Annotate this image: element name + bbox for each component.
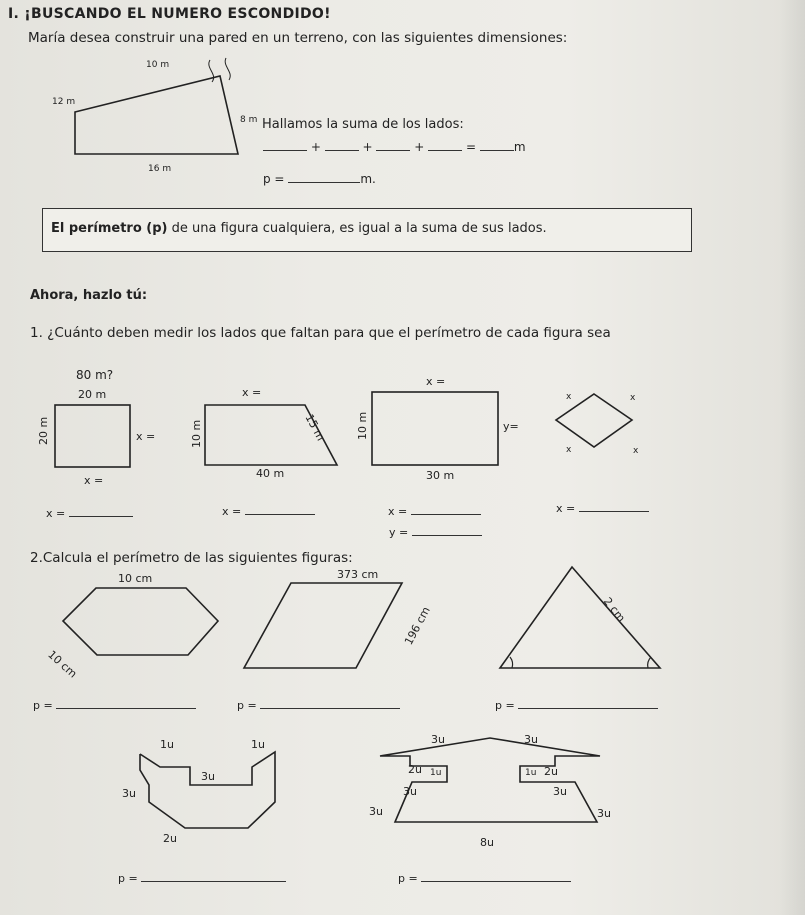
answer-blank[interactable]	[245, 514, 315, 515]
question-1: 1. ¿Cuánto deben medir los lados que faltan para que el perímetro de cada figura sea	[30, 325, 611, 341]
rectangle-figure	[372, 392, 498, 465]
rectangle-right-label: y=	[503, 420, 519, 433]
trapezoid-left-label: 10 m	[190, 419, 203, 448]
square-figure	[55, 405, 130, 467]
wall-quadrilateral	[75, 76, 238, 154]
sum-unit: m	[513, 140, 526, 154]
triangle-angle-mark-right	[648, 657, 651, 668]
perimeter-note: 80 m?	[76, 368, 114, 382]
p-unit: m.	[360, 172, 376, 186]
question-2: 2.Calcula el perímetro de las siguientes figuras:	[30, 550, 353, 566]
shape-b-label: 8u	[480, 836, 494, 849]
hexagon-side-label: 10 cm	[45, 648, 80, 681]
shape-b-label: 2u	[408, 763, 422, 776]
answer-rectangle-x: x =	[388, 505, 481, 518]
rhombus-side-label: x	[566, 392, 572, 402]
wall-bottom-label: 16 m	[148, 164, 172, 174]
sum-blank-2[interactable]	[325, 150, 359, 151]
answer-blank[interactable]	[518, 708, 658, 709]
parallelogram-figure	[244, 583, 402, 668]
square-right-label: x =	[136, 430, 156, 443]
rectangle-left-label: 10 m	[356, 411, 369, 440]
rectangle-bottom-label: 30 m	[426, 469, 455, 482]
definition-term: El perímetro (p)	[51, 221, 168, 236]
wall-right-label: 8 m	[240, 115, 258, 125]
answer-blank[interactable]	[412, 535, 482, 536]
p-label: p =	[263, 172, 285, 186]
triangle-side-label: 2 cm	[600, 595, 628, 625]
shape-b-label: 1u	[430, 768, 442, 778]
definition-text: de una figura cualquiera, es igual a la suma de sus lados.	[167, 221, 547, 236]
square-top-label: 20 m	[78, 388, 107, 401]
square-left-label: 20 m	[37, 416, 50, 445]
plus-sign: +	[362, 140, 373, 154]
rhombus-side-label: x	[566, 445, 572, 455]
shape-b-label: 3u	[597, 807, 611, 820]
shape-a-label: 3u	[122, 787, 136, 800]
triangle-figure	[500, 567, 660, 668]
worksheet-title: I. ¡BUSCANDO EL NUMERO ESCONDIDO!	[8, 6, 331, 22]
answer-blank[interactable]	[579, 511, 649, 512]
answer-rhombus: x =	[556, 502, 649, 515]
rhombus-side-label: x	[633, 446, 639, 456]
shape-b-label: 3u	[524, 733, 538, 746]
rectangle-top-label: x =	[426, 375, 446, 388]
sum-heading: Hallamos la suma de los lados:	[262, 117, 464, 132]
shape-b-outline	[380, 738, 600, 822]
square-bottom-label: x =	[84, 474, 104, 487]
shape-b-label: 3u	[369, 805, 383, 818]
sum-blank-1[interactable]	[263, 150, 307, 151]
shape-b-label: 2u	[544, 765, 558, 778]
parallelogram-side-label: 196 cm	[402, 604, 433, 648]
sum-blank-4[interactable]	[428, 150, 462, 151]
hexagon-figure	[63, 588, 218, 655]
wall-left-label: 12 m	[52, 97, 76, 107]
answer-blank[interactable]	[411, 514, 481, 515]
shape-a-label: 1u	[160, 738, 174, 751]
wall-top-label: 10 m	[146, 60, 170, 70]
definition-box	[42, 208, 692, 252]
answer-blank[interactable]	[260, 708, 400, 709]
sum-total-blank[interactable]	[480, 150, 514, 151]
rhombus-side-label: x	[630, 393, 636, 403]
parallelogram-top-label: 373 cm	[337, 568, 379, 581]
shape-b-label: 3u	[553, 785, 567, 798]
answer-triangle: p =	[495, 699, 658, 712]
shape-a-outline	[140, 752, 275, 828]
answer-rectangle-y: y =	[389, 526, 482, 539]
answer-square: x =	[46, 507, 133, 520]
answer-shape-a: p =	[118, 872, 286, 885]
shape-b-label: 3u	[403, 785, 417, 798]
trapezoid-slant-label: 15 m	[302, 412, 328, 444]
shape-b-label: 1u	[525, 768, 537, 778]
answer-parallelogram: p =	[237, 699, 400, 712]
answer-blank[interactable]	[69, 516, 133, 517]
answer-shape-b: p =	[398, 872, 571, 885]
shape-a-label: 3u	[201, 770, 215, 783]
answer-blank[interactable]	[141, 881, 286, 882]
answer-blank[interactable]	[421, 881, 571, 882]
plus-sign: +	[310, 140, 321, 154]
shape-a-label: 1u	[251, 738, 265, 751]
hexagon-top-label: 10 cm	[118, 572, 153, 585]
perimeter-blank[interactable]	[288, 182, 360, 183]
equals-sign: =	[465, 140, 477, 154]
shape-b-label: 3u	[431, 733, 445, 746]
sum-equation	[263, 140, 526, 154]
trapezoid-bottom-label: 40 m	[256, 467, 285, 480]
triangle-angle-mark-left	[510, 657, 513, 668]
shape-a-label: 2u	[163, 832, 177, 845]
answer-hexagon: p =	[33, 699, 196, 712]
answer-blank[interactable]	[56, 708, 196, 709]
answer-trapezoid: x =	[222, 505, 315, 518]
intro-text: María desea construir una pared en un terreno, con las siguientes dimensiones:	[28, 30, 568, 46]
sum-blank-3[interactable]	[376, 150, 410, 151]
plus-sign: +	[414, 140, 425, 154]
trapezoid-top-label: x =	[242, 386, 262, 399]
perimeter-line	[263, 172, 376, 186]
section-heading: Ahora, hazlo tú:	[30, 288, 148, 303]
